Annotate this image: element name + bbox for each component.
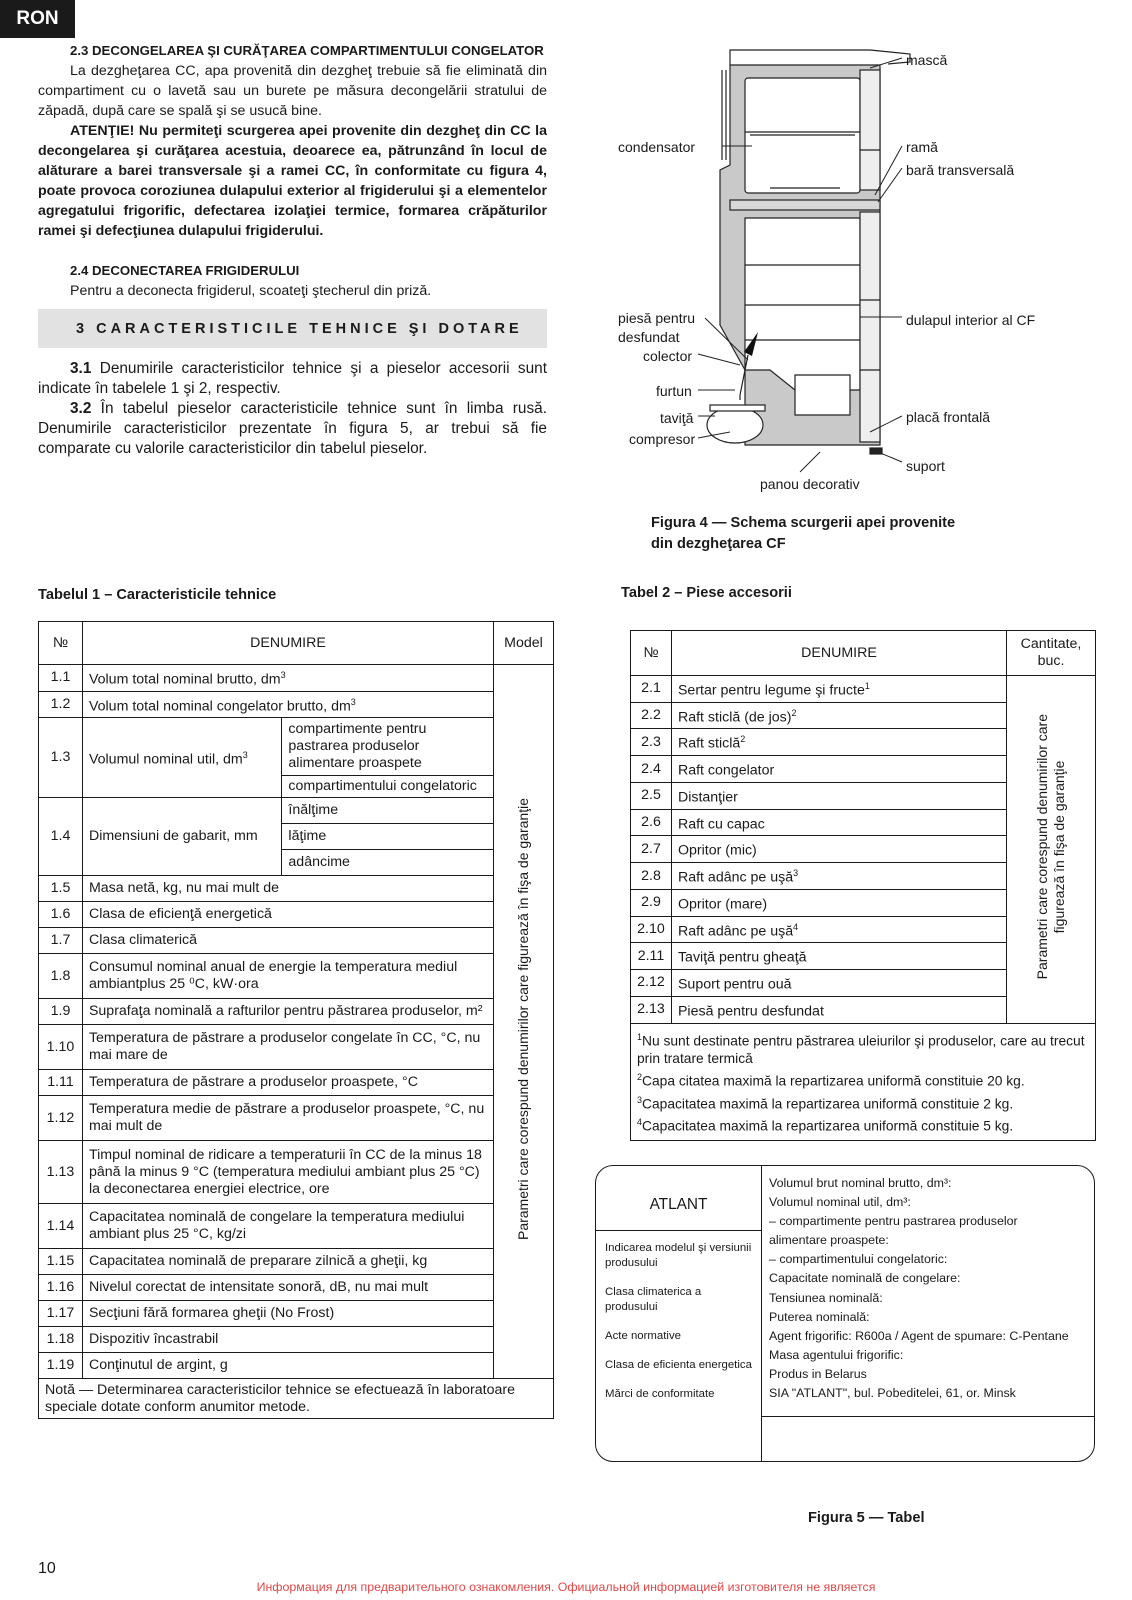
table-2-header-no: №	[631, 631, 672, 676]
label-piesa-line1: piesă pentru	[618, 310, 696, 326]
table-row-no: 1.7	[39, 928, 83, 954]
table-row-no: 1.10	[39, 1025, 83, 1070]
table-row-no: 1.12	[39, 1096, 83, 1141]
table-row-no: 1.3	[39, 718, 83, 798]
label-panou: panou decorativ	[760, 476, 860, 492]
label-condensator: condensator	[618, 139, 696, 155]
table-row-no: 1.18	[39, 1327, 83, 1353]
table-row-name: Temperatura de păstrare a produselor congelate în CC, °C, nu mai mare de	[82, 1025, 493, 1070]
table-row-no: 2.8	[631, 863, 672, 890]
label-tavita: taviţă	[660, 410, 694, 426]
table-row-name: Masa netă, kg, nu mai mult de	[82, 876, 493, 902]
table-2-header-qty: Cantitate, buc.	[1007, 631, 1096, 676]
plate-line: Produs in Belarus	[769, 1366, 867, 1381]
table-row-no: 2.5	[631, 782, 672, 809]
plate-label: Acte normative	[605, 1330, 681, 1342]
plate-label: Clasa climaterica a produsului	[605, 1286, 702, 1313]
table-row-no: 1.16	[39, 1275, 83, 1301]
label-bara: bară transversală	[906, 162, 1015, 178]
label-placa: placă frontală	[906, 409, 991, 425]
section-2-4	[38, 261, 547, 301]
table-1-note: Notă — Determinarea caracteristicilor tehnice se efectuează în laboratoare speciale dotate conform anumitor metode.	[39, 1379, 554, 1419]
table-row-no: 1.1	[39, 665, 83, 692]
table-1-header-no: №	[39, 622, 83, 665]
language-tab: RON	[0, 0, 75, 38]
table-row-name: Raft adânc pe uşă$^3$	[671, 863, 1006, 890]
table-row-no: 1.9	[39, 999, 83, 1025]
table-row-name: Raft adânc pe uşă$^4$	[671, 916, 1006, 943]
table-row-no: 1.11	[39, 1070, 83, 1096]
section-2-3	[38, 41, 547, 241]
table-row-no: 2.7	[631, 836, 672, 863]
table-row-no: 2.13	[631, 996, 672, 1023]
plate-label: Indicarea modelul şi versiunii produsului	[605, 1242, 752, 1269]
plate-line: Volumul nominal util, dm³:	[769, 1195, 911, 1210]
plate-line: Agent frigorific: R600a / Agent de spumare: C-Pentane	[769, 1328, 1069, 1343]
table-row-name: Capacitatea nominală de preparare zilnică a gheţii, kg	[82, 1249, 493, 1275]
table-row-subname: adâncime	[282, 850, 494, 876]
table-1	[38, 621, 554, 1419]
table-row-no: 2.2	[631, 702, 672, 729]
table-row-no: 2.3	[631, 729, 672, 756]
table-row-name: Nivelul corectat de intensitate sonoră, dB, nu mai mult	[82, 1275, 493, 1301]
table-1-header-name: DENUMIRE	[82, 622, 493, 665]
table-row-name: Distanţier	[671, 782, 1006, 809]
table-row-name: Timpul nominal de ridicare a temperaturii în CC de la minus 18 până la minus 9 °C (temperatura mediului ambiant plus 25 °C) la deconectarea energiei electrice, ore	[82, 1141, 493, 1204]
table-row-no: 2.12	[631, 970, 672, 997]
table-2-vertical-note: Parametri care corespund denumirilor care figurează în fişa de garanţie	[1007, 676, 1096, 1024]
table-row-subname: înălţime	[282, 798, 494, 824]
table-row-no: 2.1	[631, 676, 672, 703]
table-row-no: 1.6	[39, 902, 83, 928]
label-suport: suport	[906, 458, 945, 474]
table-row-name: Raft sticlă (de jos)$^2$	[671, 702, 1006, 729]
figure-4-caption-line1: Figura 4 — Schema scurgerii apei provenite	[651, 515, 956, 531]
label-piesa-line2: desfundat	[618, 329, 680, 345]
table-row-no: 2.10	[631, 916, 672, 943]
plate-line: Puterea nominală:	[769, 1309, 870, 1324]
label-compresor: compresor	[629, 431, 696, 447]
plate-line: – compartimentului congelatoric:	[769, 1252, 948, 1267]
figure-5-rating-plate	[595, 1165, 1095, 1462]
table-row-name: Temperatura de păstrare a produselor proaspete, °C	[82, 1070, 493, 1096]
table-row-no: 2.4	[631, 756, 672, 783]
table-1-header-model: Model	[494, 622, 554, 665]
table-row-name: Opritor (mare)	[671, 889, 1006, 916]
section-3-paragraph-2: 3.2 În tabelul pieselor caracteristicile tehnice sunt în limba rusă. Denumirile caracteristicilor prezentate în figura 5, ar trebui să fie comparate cu valorile caracteristicilor din tabelul pieselor.	[38, 400, 547, 457]
label-colector: colector	[643, 348, 693, 364]
figure-5-left-column	[596, 1166, 762, 1461]
figure-4-caption-line2: din dezgheţarea CF	[651, 536, 786, 552]
table-row-no: 1.2	[39, 691, 83, 718]
table-row-no: 2.6	[631, 809, 672, 836]
brand-name: ATLANT	[649, 1196, 708, 1213]
table-row-name: Volumul nominal util, $dm^3$	[82, 718, 281, 798]
label-masca: mască	[906, 52, 948, 68]
plate-line: Capacitate nominală de congelare:	[769, 1271, 961, 1286]
disclaimer: Информация для предварительного ознакомления. Официальной информацией изготовителя не является	[256, 1580, 876, 1594]
figure-5-right-column	[769, 1174, 1094, 1403]
table-row-no: 1.8	[39, 954, 83, 999]
table-row-name: Opritor (mic)	[671, 836, 1006, 863]
table-row-name: Dispozitiv încastrabil	[82, 1327, 493, 1353]
figure-5-caption: Figura 5 — Tabel	[808, 1510, 925, 1526]
page-number: 10	[38, 1560, 56, 1577]
label-dulapul: dulapul interior al CF	[906, 312, 1036, 328]
table-row-name: Taviţă pentru gheaţă	[671, 943, 1006, 970]
table-row-name: Clasa de eficienţă energetică	[82, 902, 493, 928]
table-row-no: 1.13	[39, 1141, 83, 1204]
section-2-4-paragraph: Pentru a deconecta frigiderul, scoateţi ştecherul din priză.	[70, 283, 432, 299]
plate-line: – compartimente pentru pastrarea produselor	[769, 1214, 1018, 1229]
table-row-no: 1.14	[39, 1204, 83, 1249]
plate-label: Mărci de conformitate	[605, 1388, 715, 1400]
table-row-name: Temperatura medie de păstrare a produselor proaspete, °C, nu mai mult de	[82, 1096, 493, 1141]
table-row-no: 2.9	[631, 889, 672, 916]
table-row-name: Suport pentru ouă	[671, 970, 1006, 997]
table-2-note: $^3$Capacitatea maximă la repartizarea uniformă constituie 2 kg.	[637, 1094, 1014, 1112]
plate-line: Tensiunea nominală:	[769, 1290, 883, 1305]
table-row-no: 1.19	[39, 1353, 83, 1379]
table-row-subname: compartimente pentru pastrarea produselor alimentare proaspete	[282, 718, 494, 776]
table-2-note: $^2$Capa citatea maximă la repartizarea uniformă constituie 20 kg.	[637, 1072, 1025, 1089]
table-2	[630, 630, 1096, 1141]
table-row-no: 1.4	[39, 798, 83, 876]
table-row-name: Consumul nominal anual de energie la temperatura mediul ambiantplus 25 ⁰C, kW·ora	[82, 954, 493, 999]
table-row-name: Secţiuni fără formarea gheţii (No Frost)	[82, 1301, 493, 1327]
plate-line: SIA "ATLANT", bul. Pobeditelei, 61, or. Minsk	[769, 1386, 1016, 1401]
plate-line: alimentare proaspete:	[769, 1233, 889, 1248]
figure-4-caption	[651, 513, 955, 555]
table-row-name: Volum total nominal brutto, $dm^3$	[82, 665, 493, 692]
table-row-no: 2.11	[631, 943, 672, 970]
table-2-header-name: DENUMIRE	[671, 631, 1006, 676]
section-3-banner: 3 CARACTERISTICILE TEHNICE ŞI DOTARE	[38, 309, 547, 348]
table-2-note: $^4$Capacitatea maximă la repartizarea uniformă constituie 5 kg.	[637, 1117, 1014, 1134]
table-row-no: 1.17	[39, 1301, 83, 1327]
table-row-no: 1.5	[39, 876, 83, 902]
table-row-name: Raft cu capac	[671, 809, 1006, 836]
section-2-4-heading: 2.4 DECONECTAREA FRIGIDERULUI	[70, 263, 300, 278]
plate-line: Masa agentului frigorific:	[769, 1347, 904, 1362]
table-row-name: Dimensiuni de gabarit, mm	[82, 798, 281, 876]
section-3-text	[38, 359, 547, 459]
table-1-vertical-note: Parametri care corespund denumirilor care figurează în fişa de garanţie	[494, 665, 554, 1379]
table-row-name: Conţinutul de argint, g	[82, 1353, 493, 1379]
table-row-name: Clasa climaterică	[82, 928, 493, 954]
warning-paragraph: ATENŢIE! Nu permiteţi scurgerea apei provenite din dezgheţ din CC la decongelarea şi curăţarea acestuia, deoarece ea, pătrunzând în locul de alăturare a barei transversale şi a ramei CC, în conformitate cu figura 4, poate provoca coroziunea dulapului exterior al frigiderului şi a elementelor agregatului frigorific, defectarea izolaţiei termice, formarea crăpăturilor ramei şi defecţiunea dulapului frigiderului.	[38, 123, 547, 239]
label-furtun: furtun	[656, 383, 692, 399]
table-1-title: Tabelul 1 – Caracteristicile tehnice	[38, 587, 277, 603]
plate-line: Volumul brut nominal brutto, dm³:	[769, 1176, 952, 1190]
table-2-notes	[631, 1023, 1096, 1140]
table-row-name: Raft sticlă$^2$	[671, 729, 1006, 756]
table-row-name: Volum total nominal congelator brutto, $dm^3$	[82, 691, 493, 718]
table-row-name: Piesă pentru desfundat	[671, 996, 1006, 1023]
table-row-name: Suprafaţa nominală a rafturilor pentru păstrarea produselor, m²	[82, 999, 493, 1025]
section-2-3-paragraph: La dezgheţarea CC, apa provenită din dezgheţ trebuie să fie eliminată din compartiment cu o lavetă sau un burete pe măsura decongelării stratului de zăpadă, după care se spală şi se usucă bine.	[38, 63, 547, 119]
table-row-name: Capacitatea nominală de congelare la temperatura mediului ambiant plus 25 °C, kg/zi	[82, 1204, 493, 1249]
table-row-subname: lăţime	[282, 824, 494, 850]
table-row-subname: compartimentului congelatoric	[282, 776, 494, 798]
table-row-name: Sertar pentru legume şi fructe$^1$	[671, 676, 1006, 703]
table-2-title: Tabel 2 – Piese accesorii	[621, 585, 792, 601]
plate-label: Clasa de eficienta energetica	[605, 1359, 752, 1371]
figure-5-left-labels	[605, 1241, 755, 1402]
table-row-name: Raft congelator	[671, 756, 1006, 783]
table-row-no: 1.15	[39, 1249, 83, 1275]
label-rama: ramă	[906, 139, 938, 155]
table-2-note: $^1$Nu sunt destinate pentru păstrarea uleiurilor şi produselor, care au trecut prin tratare termică	[637, 1031, 1085, 1067]
section-2-3-heading: 2.3 DECONGELAREA ŞI CURĂŢAREA COMPARTIMENTULUI CONGELATOR	[70, 43, 544, 58]
section-3-paragraph-1: 3.1 Denumirile caracteristicilor tehnice şi a pieselor accesorii sunt indicate în tabelele 1 şi 2, respectiv.	[38, 360, 547, 397]
